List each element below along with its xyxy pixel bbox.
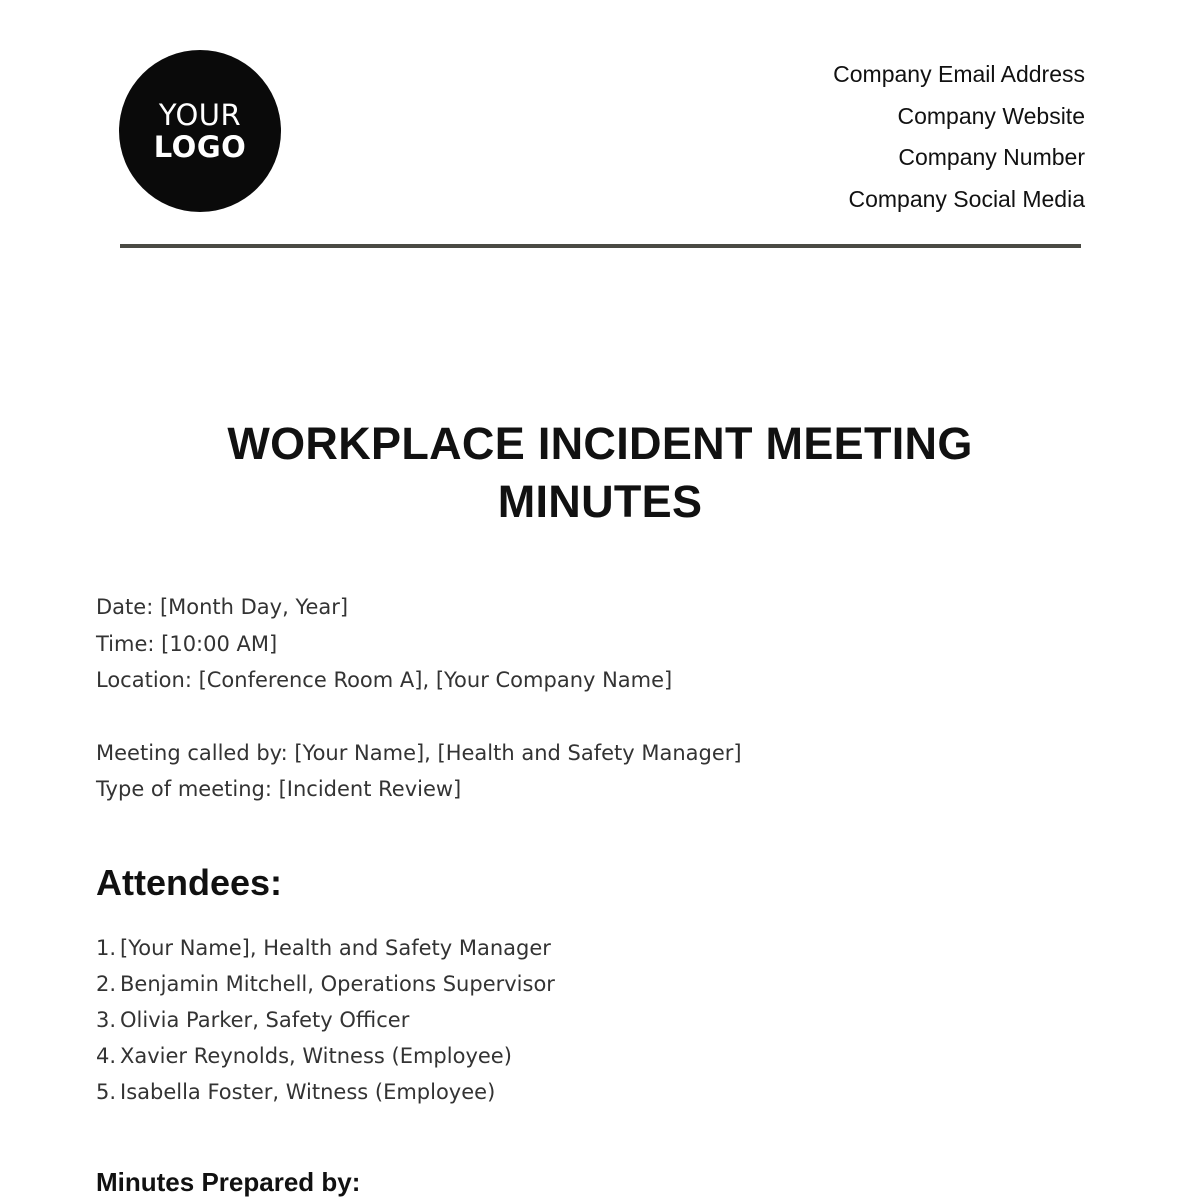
meeting-location: Location: [Conference Room A], [Your Company Name] xyxy=(96,668,673,693)
title-line-2: MINUTES xyxy=(497,476,703,527)
logo-line-logo: LOGO xyxy=(153,129,247,164)
company-number: Company Number xyxy=(898,144,1085,171)
list-number: 5. xyxy=(96,1080,117,1104)
list-item xyxy=(96,966,555,1002)
attendee-name: [Your Name], Health and Safety Manager xyxy=(120,936,551,960)
list-number: 2. xyxy=(96,972,117,996)
meeting-details xyxy=(96,589,742,808)
attendees-heading: Attendees: xyxy=(96,862,283,903)
header-divider xyxy=(120,244,1081,248)
title-line-1: WORKPLACE INCIDENT MEETING xyxy=(227,418,973,469)
minutes-prepared-by-heading: Minutes Prepared by: xyxy=(96,1167,361,1197)
attendee-name: Xavier Reynolds, Witness (Employee) xyxy=(120,1044,512,1068)
list-number: 1. xyxy=(96,936,117,960)
company-contact-block xyxy=(833,54,1085,220)
company-logo xyxy=(119,50,281,212)
list-item xyxy=(96,1038,555,1074)
document-title xyxy=(0,415,1200,531)
spacer xyxy=(96,699,742,735)
meeting-date: Date: [Month Day, Year] xyxy=(96,595,349,619)
attendee-name: Benjamin Mitchell, Operations Supervisor xyxy=(120,972,555,996)
company-email: Company Email Address xyxy=(833,61,1085,87)
list-item xyxy=(96,930,555,966)
list-item xyxy=(96,1002,555,1038)
meeting-type: Type of meeting: [Incident Review] xyxy=(96,777,462,802)
attendees-list xyxy=(96,930,555,1110)
meeting-called-by: Meeting called by: [Your Name], [Health and Safety Manager] xyxy=(96,740,742,765)
company-website: Company Website xyxy=(897,102,1085,129)
list-number: 3. xyxy=(96,1008,117,1032)
logo-line-your: YOUR xyxy=(158,97,242,132)
list-number: 4. xyxy=(96,1044,117,1068)
company-social-media: Company Social Media xyxy=(848,185,1085,212)
attendee-name: Isabella Foster, Witness (Employee) xyxy=(120,1080,496,1104)
list-item xyxy=(96,1074,555,1110)
attendee-name: Olivia Parker, Safety Officer xyxy=(120,1008,410,1032)
meeting-time: Time: [10:00 AM] xyxy=(96,631,278,656)
